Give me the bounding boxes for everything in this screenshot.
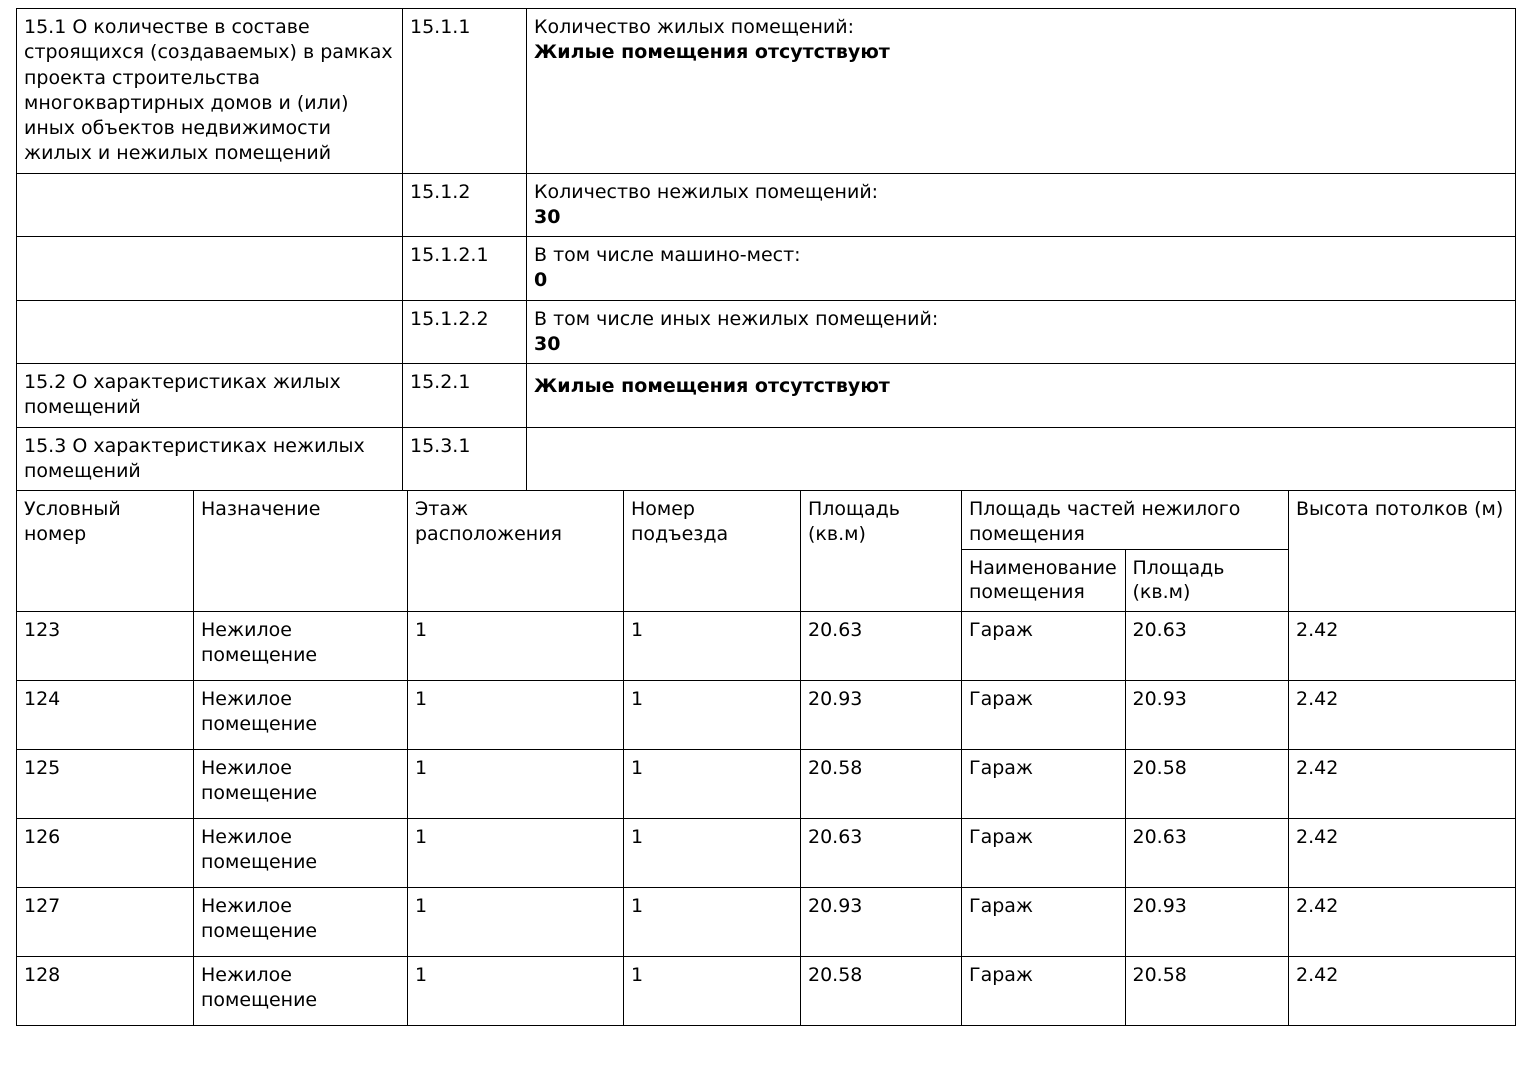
section-label: 15.2 О характеристиках жилых помещений: [17, 364, 403, 428]
cell-purpose: Нежилое помещение: [194, 888, 408, 957]
cell-part-name: Гараж: [962, 612, 1126, 681]
header-floor: Этаж расположения: [408, 491, 624, 612]
section-label: 15.3 О характеристиках нежилых помещений: [17, 427, 403, 491]
header-area: Площадь (кв.м): [801, 491, 962, 612]
cell-area: 20.58: [801, 750, 962, 819]
section-value: [527, 427, 1516, 491]
cell-area: 20.63: [801, 612, 962, 681]
section-value: [527, 300, 1516, 364]
cell-conditional-number: 127: [17, 888, 194, 957]
cell-area: 20.58: [801, 957, 962, 1026]
value-title: В том числе иных нежилых помещений:: [534, 307, 939, 330]
cell-part-area: 20.58: [1125, 750, 1289, 819]
cell-entrance: 1: [624, 612, 801, 681]
header-part-area: Площадь (кв.м): [1125, 549, 1289, 611]
table-row: [17, 681, 1516, 750]
cell-part-name: Гараж: [962, 681, 1126, 750]
section-code: 15.3.1: [403, 427, 527, 491]
section-code: 15.1.2.1: [403, 237, 527, 301]
cell-conditional-number: 128: [17, 957, 194, 1026]
cell-part-area: 20.63: [1125, 819, 1289, 888]
section-label: [17, 237, 403, 301]
header-purpose: Назначение: [194, 491, 408, 612]
cell-entrance: 1: [624, 750, 801, 819]
cell-ceiling-height: 2.42: [1289, 612, 1516, 681]
cell-part-name: Гараж: [962, 819, 1126, 888]
cell-ceiling-height: 2.42: [1289, 888, 1516, 957]
table-row: [17, 888, 1516, 957]
cell-entrance: 1: [624, 888, 801, 957]
cell-entrance: 1: [624, 681, 801, 750]
cell-ceiling-height: 2.42: [1289, 750, 1516, 819]
premises-header-row: [17, 491, 1516, 549]
section-code: 15.2.1: [403, 364, 527, 428]
value-text: Жилые помещения отсутствуют: [534, 375, 890, 398]
section-label: [17, 300, 403, 364]
cell-conditional-number: 126: [17, 819, 194, 888]
value-text: 30: [534, 332, 561, 355]
section-row: [17, 364, 1516, 428]
cell-ceiling-height: 2.42: [1289, 957, 1516, 1026]
cell-purpose: Нежилое помещение: [194, 612, 408, 681]
cell-floor: 1: [408, 888, 624, 957]
cell-purpose: Нежилое помещение: [194, 681, 408, 750]
cell-area: 20.63: [801, 819, 962, 888]
cell-conditional-number: 123: [17, 612, 194, 681]
cell-purpose: Нежилое помещение: [194, 819, 408, 888]
header-entrance: Номер подъезда: [624, 491, 801, 612]
section-code: 15.1.2: [403, 173, 527, 237]
premises-table: [16, 490, 1516, 1026]
header-ceiling-height: Высота потолков (м): [1289, 491, 1516, 612]
value-title: Количество нежилых помещений:: [534, 180, 879, 203]
cell-part-area: 20.63: [1125, 612, 1289, 681]
value-text: 0: [534, 269, 548, 292]
cell-part-name: Гараж: [962, 957, 1126, 1026]
cell-area: 20.93: [801, 888, 962, 957]
cell-floor: 1: [408, 681, 624, 750]
section-row: [17, 300, 1516, 364]
section-value: [527, 237, 1516, 301]
value-text: Жилые помещения отсутствуют: [534, 41, 890, 64]
section-row: [17, 427, 1516, 491]
cell-purpose: Нежилое помещение: [194, 750, 408, 819]
cell-part-name: Гараж: [962, 750, 1126, 819]
cell-ceiling-height: 2.42: [1289, 681, 1516, 750]
cell-entrance: 1: [624, 819, 801, 888]
header-conditional-number: Условный номер: [17, 491, 194, 612]
cell-part-area: 20.93: [1125, 681, 1289, 750]
cell-floor: 1: [408, 819, 624, 888]
section-label: 15.1 О количестве в составе строящихся (создаваемых) в рамках проекта строительства многоквартирных домов и (или) иных объектов недвижимости жилых и нежилых помещений: [17, 9, 403, 174]
cell-part-area: 20.58: [1125, 957, 1289, 1026]
cell-floor: 1: [408, 957, 624, 1026]
section-row: [17, 237, 1516, 301]
cell-entrance: 1: [624, 957, 801, 1026]
section-row: [17, 173, 1516, 237]
cell-part-area: 20.93: [1125, 888, 1289, 957]
header-part-name: Наименование помещения: [962, 549, 1126, 611]
table-row: [17, 750, 1516, 819]
value-title: В том числе машино-мест:: [534, 244, 801, 267]
table-row: [17, 612, 1516, 681]
cell-part-name: Гараж: [962, 888, 1126, 957]
cell-conditional-number: 125: [17, 750, 194, 819]
cell-conditional-number: 124: [17, 681, 194, 750]
cell-ceiling-height: 2.42: [1289, 819, 1516, 888]
cell-area: 20.93: [801, 681, 962, 750]
value-title: Количество жилых помещений:: [534, 16, 854, 38]
section-value: [527, 173, 1516, 237]
section-code: 15.1.1: [403, 9, 527, 174]
section-value: [527, 364, 1516, 428]
cell-purpose: Нежилое помещение: [194, 957, 408, 1026]
table-row: [17, 957, 1516, 1026]
section-row: [17, 9, 1516, 174]
cell-floor: 1: [408, 612, 624, 681]
table-row: [17, 819, 1516, 888]
section-code: 15.1.2.2: [403, 300, 527, 364]
section-value: [527, 9, 1516, 174]
sections-table: [16, 8, 1516, 491]
cell-floor: 1: [408, 750, 624, 819]
value-text: 30: [534, 205, 561, 228]
section-label: [17, 173, 403, 237]
header-parts-group: Площадь частей нежилого помещения: [962, 491, 1289, 549]
